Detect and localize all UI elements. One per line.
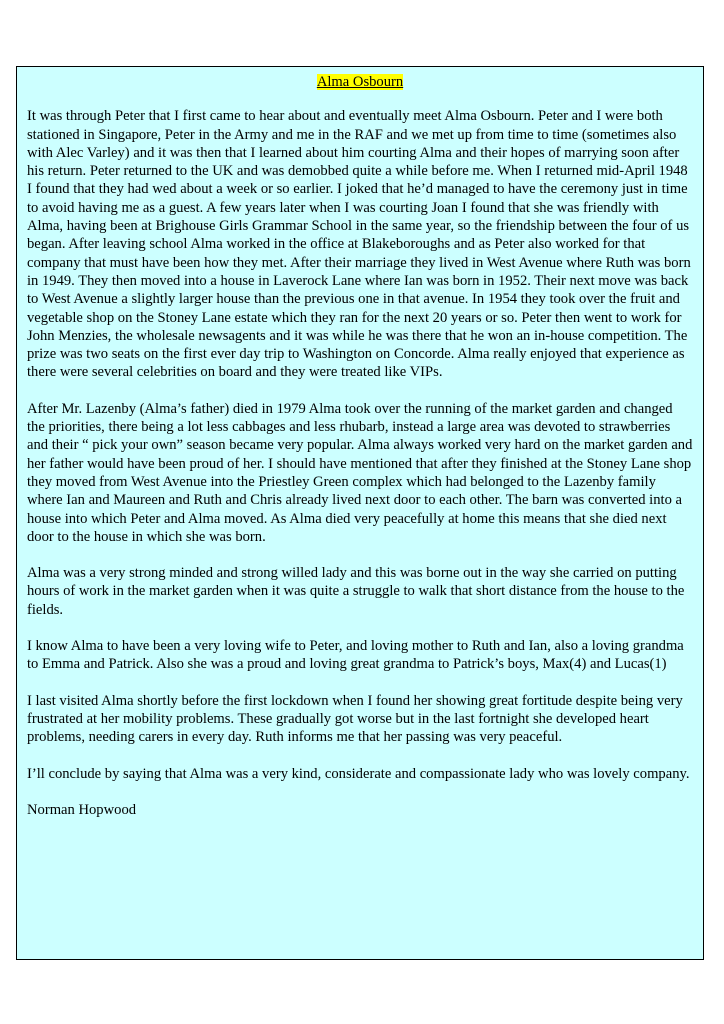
paragraph-3: Alma was a very strong minded and strong willed lady and this was borne out in the way she carried on putting hours of work in the market garden when it was quite a struggle to walk that short distance from the house to the fields. — [27, 565, 685, 618]
paragraph-4: I know Alma to have been a very loving wife to Peter, and loving mother to Ruth and Ian, also a loving grandma to Emma and Patrick. Also she was a proud and loving great grandma to Patrick’s boys, Max(4) and Lucas(1) — [27, 638, 684, 673]
document-title-text: Alma Osbourn — [316, 74, 404, 90]
paragraph-2: After Mr. Lazenby (Alma’s father) died in 1979 Alma took over the running of the market garden and changed the priorities, there being a lot less cabbages and less rhubarb, instead a large area was devoted to strawberries and their “ pick your own” season became very popular. Alma always worked very hard on the market garden and her father would have been proud of her. I should have mentioned that after they finished at the Stoney Lane shop they moved from West Avenue into the Priestley Green complex which had belonged to the Lazenby family where Ian and Maureen and Ruth and Chris already lived next door to each other. The barn was converted into a house into which Peter and Alma moved. As Alma died very peacefully at home this means that she died next door to the house in which she was born. — [27, 400, 693, 545]
paragraph-6: I’ll conclude by saying that Alma was a very kind, considerate and compassionate lady who was lovely company. — [27, 765, 690, 782]
paragraph-1: It was through Peter that I first came to hear about and eventually meet Alma Osbourn. Peter and I were both stationed in Singapore, Peter in the Army and me in the RAF and we met up from time to time (sometimes also with Alec Varley) and it was then that I learned about him courting Alma and their hopes of marrying soon after his return. Peter returned to the UK and was demobbed quite a while before me. When I returned mid-April 1948 I found that they had wed about a week or so earlier. I joked that he’d managed to have the ceremony just in time to avoid having me as a guest. A few years later when I was courting Joan I found that she was friendly with Alma, having been at Brighouse Girls Grammar School in the same year, so the friendship between the four of us began. After leaving school Alma worked in the office at Blakeboroughs and as Peter also worked for that company that must have been how they met. After their marriage they lived in West Avenue where Ruth was born in 1949. They then moved into a house in Laverock Lane where Ian was born in 1952. Their next move was back to West Avenue a slightly larger house than the previous one in that avenue. In 1954 they took over the fruit and vegetable shop on the Stoney Lane estate which they ran for the next 20 years or so. Peter then went to work for John Menzies, the wholesale newsagents and it was while he was there that he won an in-house competition. The prize was two seats on the first ever day trip to Washington on Concorde. Alma really enjoyed that experience as there were several celebrities on board and they were treated like VIPs. — [27, 108, 691, 381]
tribute-text-box — [16, 66, 704, 960]
signature: Norman Hopwood — [27, 801, 137, 818]
paragraph-5: I last visited Alma shortly before the first lockdown when I found her showing great fortitude despite being very frustrated at her mobility problems. These gradually got worse but in the last fortnight she developed heart problems, needing carers in every day. Ruth informs me that her passing was very peaceful. — [27, 692, 683, 746]
document-title — [27, 73, 693, 91]
